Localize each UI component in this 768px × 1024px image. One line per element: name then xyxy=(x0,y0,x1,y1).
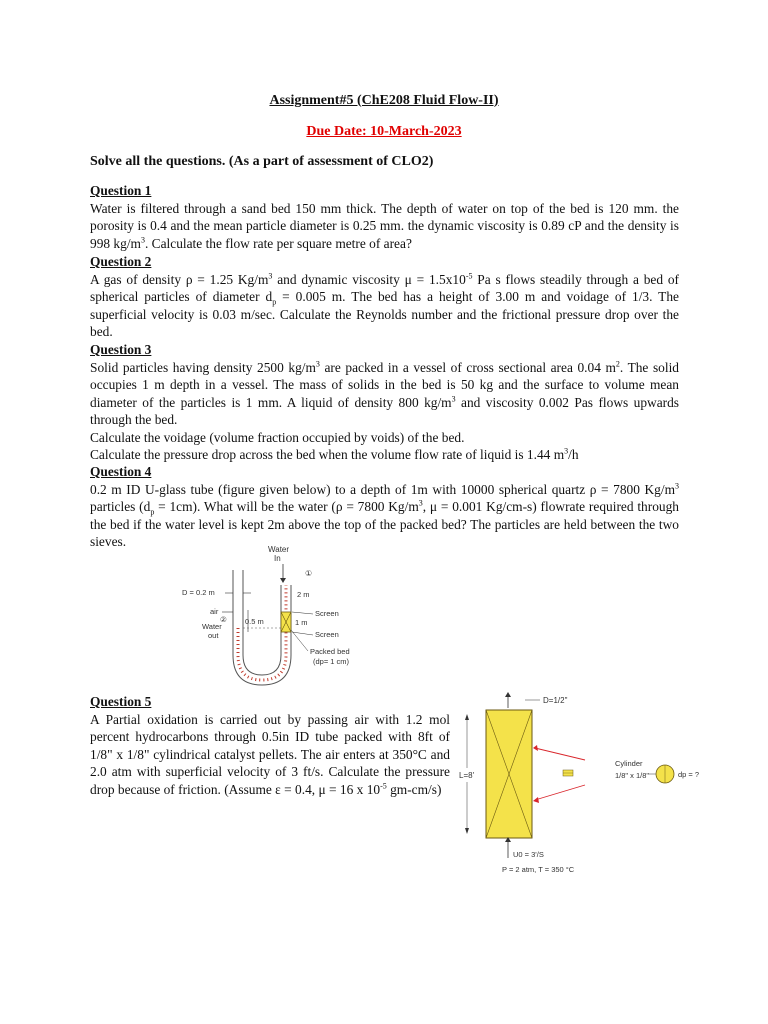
fig1-one-m-label: 1 m xyxy=(295,618,308,627)
fig1-water-in-2: In xyxy=(274,554,281,563)
question-5-heading: Question 5 xyxy=(90,694,152,709)
question-4-heading: Question 4 xyxy=(90,464,152,479)
fig1-screen-1-leader xyxy=(292,612,313,614)
fig1-two-m-label: 2 m xyxy=(297,590,310,599)
fig1-water-out-label-2: out xyxy=(208,631,219,640)
question-3-part-b: Calculate the pressure drop across the bed when the volume flow rate of liquid is 1.44 $m^3/h$ xyxy=(90,446,579,462)
fig1-half-m-label: 0.5 m xyxy=(245,617,264,626)
u-tube-figure xyxy=(180,540,380,690)
fig2-red-arrow-1 xyxy=(535,748,585,760)
question-1-heading: Question 1 xyxy=(90,183,152,198)
fig1-screen-2: Screen xyxy=(315,630,339,639)
question-4 xyxy=(90,463,679,551)
question-4-text: 0.2 m ID U-glass tube (figure given below) to a depth of 1m with 10000 spherical quartz ρ = 7800 $Kg/m^3$ particles $(d_p = 1cm)$. What will be the water (ρ = 7800 $Kg/m^3$, μ = 0.001 Kg/cm-s) flowrate required through the bed if the water level is kept 2m above the top of the packed bed? The particles are held between the two sieves. xyxy=(90,481,679,549)
assignment-title: Assignment#5 (ChE208 Fluid Flow-II) xyxy=(269,93,499,108)
fig1-air-label: air xyxy=(210,607,219,616)
fig1-screen-2-leader xyxy=(292,632,313,635)
fig1-water-out-label: Water xyxy=(202,622,222,631)
question-1-text: Water is filtered through a sand bed 150 mm thick. The depth of water on top of the bed is 120 mm. the porosity is 0.4 and the mean particle diameter is 0.25 mm. the dynamic viscosity is 0.89 cP and the density is 998 $kg/m^3$. Calculate the flow rate per square metre of area? xyxy=(90,200,679,251)
fig1-packed-bed-label: Packed bed xyxy=(310,647,350,656)
fig2-diameter-label: D=1/2" xyxy=(543,696,568,705)
question-3-part-a: Calculate the voidage (volume fraction occupied by voids) of the bed. xyxy=(90,429,465,445)
fig1-point-2: ② xyxy=(220,615,227,624)
fig2-cylinder-size: 1/8" x 1/8" xyxy=(615,771,650,780)
fig2-length-arrow-bottom xyxy=(465,828,469,834)
fig2-length-label: L=8' xyxy=(459,771,475,780)
fig2-cylinder-label: Cylinder xyxy=(615,759,643,768)
fig2-velocity-label: U0 = 3'/S xyxy=(513,850,544,859)
question-5 xyxy=(90,693,450,798)
fig2-red-arrowhead-2 xyxy=(533,797,539,803)
question-1 xyxy=(90,182,679,252)
instruction-line: Solve all the questions. (As a part of assessment of CLO2) xyxy=(90,154,434,169)
fig1-screen-1: Screen xyxy=(315,609,339,618)
due-date: Due Date: 10-March-2023 xyxy=(306,124,462,139)
packed-tube-figure xyxy=(455,690,700,880)
fig1-diameter-label: D = 0.2 m xyxy=(182,588,215,597)
question-3 xyxy=(90,341,679,464)
question-5-text: A Partial oxidation is carried out by passing air with 1.2 mol percent hydrocarbons through 0.5in ID tube packed with 8ft of 1/8" x 1/8" cylindrical catalyst pellets. The air enters at 350°C and 2.0 atm with superficial velocity of 3 ft/s. Calculate the pressure drop because of friction. (Assume ε = 0.4, μ = 16 x $10^{-5}$ gm-cm/s) xyxy=(90,711,450,797)
fig1-packed-bed-size: (dp= 1 cm) xyxy=(313,657,350,666)
question-3-heading: Question 3 xyxy=(90,342,152,357)
fig2-red-arrow-2 xyxy=(535,785,585,800)
fig1-water-in: Water xyxy=(268,545,290,554)
question-3-text: Solid particles having density 2500 $kg/m^3$ are packed in a vessel of cross sectional area 0.04 $m^2$. The solid occupies 1 m depth in a vessel. The mass of solids in the bed is 50 kg and the surface to volume mean diameter of the particles is 1 mm. A liquid of density 800 $kg/m^3$ and viscosity 0.002 Pas flows upwards through the bed. xyxy=(90,359,680,427)
fig2-conditions-label: P = 2 atm, T = 350 °C xyxy=(502,865,575,874)
fig2-length-arrow-top xyxy=(465,714,469,720)
fig1-point-1: ① xyxy=(305,569,313,578)
fig2-outlet-arrowhead xyxy=(505,692,511,697)
question-2 xyxy=(90,253,679,341)
question-2-text: A gas of density ρ = 1.25 $Kg/m^3$ and dynamic viscosity $\mu = 1.5x10^{-5}$ Pa s flows steadily through a bed of spherical particles of diameter $d_p = 0.005$ m. The bed has a height of 3.00 m and voidage of 1/3. The superficial velocity is 0.03 m/sec. Calculate the Reynolds number and the frictional pressure drop over the bed. xyxy=(90,271,679,339)
fig2-red-arrowhead-1 xyxy=(533,745,538,751)
question-2-heading: Question 2 xyxy=(90,254,152,269)
fig2-dp-label: dp = ? xyxy=(678,770,700,779)
fig1-inlet-arrowhead xyxy=(280,578,286,583)
